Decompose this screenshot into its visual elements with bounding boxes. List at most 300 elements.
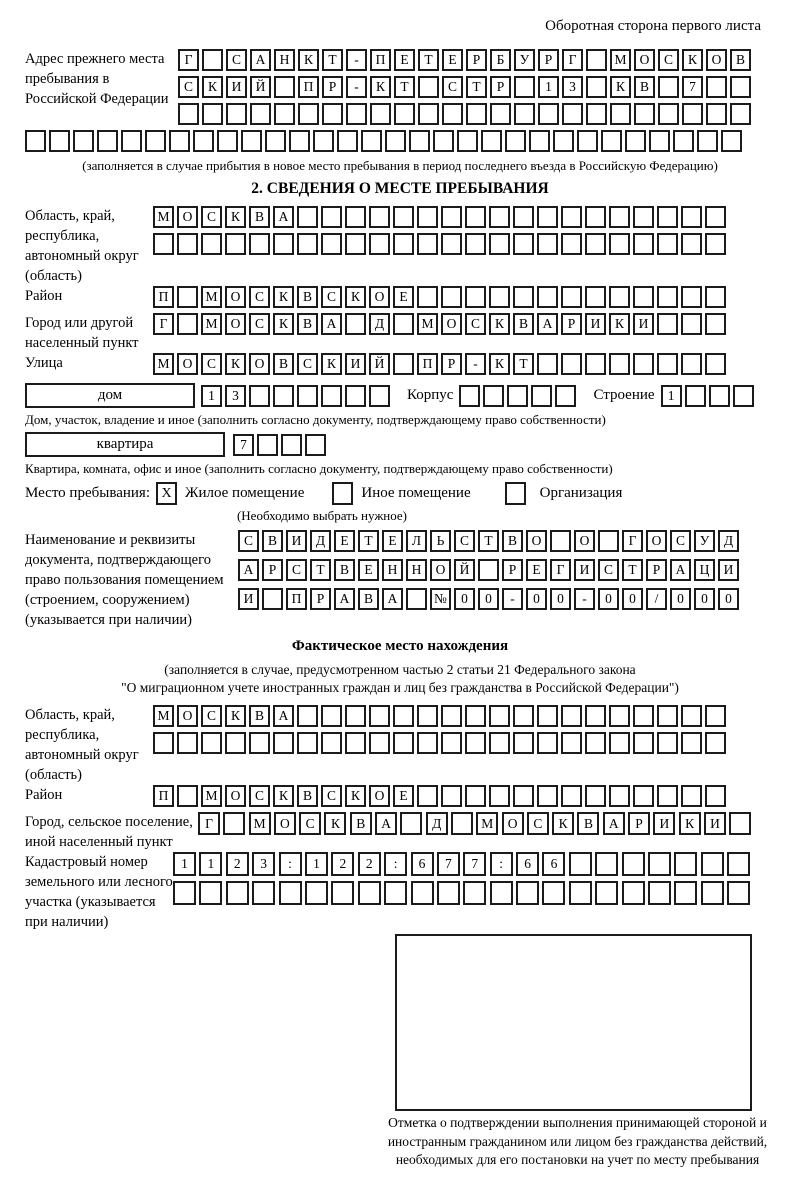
char-cell[interactable]: : (490, 852, 513, 876)
char-cell[interactable] (609, 353, 630, 375)
char-cell[interactable] (345, 233, 366, 255)
char-cell[interactable]: А (321, 313, 342, 335)
char-cell[interactable] (437, 881, 460, 905)
char-cell[interactable]: П (298, 76, 319, 98)
char-cell[interactable]: Р (502, 559, 523, 581)
char-cell[interactable]: Т (310, 559, 331, 581)
char-cell[interactable]: Т (322, 49, 343, 71)
char-cell[interactable]: 2 (331, 852, 354, 876)
char-cell[interactable] (513, 286, 534, 308)
char-cell[interactable] (274, 76, 295, 98)
char-cell[interactable] (705, 206, 726, 228)
char-cell[interactable]: В (358, 588, 379, 610)
char-cell[interactable]: К (609, 313, 630, 335)
char-cell[interactable]: : (384, 852, 407, 876)
char-cell[interactable] (697, 130, 718, 152)
char-cell[interactable]: А (273, 705, 294, 727)
char-cell[interactable]: О (225, 286, 246, 308)
char-cell[interactable] (490, 103, 511, 125)
char-cell[interactable] (241, 130, 262, 152)
char-cell[interactable] (609, 206, 630, 228)
char-cell[interactable] (337, 130, 358, 152)
char-cell[interactable]: Т (478, 530, 499, 552)
char-cell[interactable]: Е (393, 785, 414, 807)
char-cell[interactable] (705, 732, 726, 754)
char-cell[interactable]: Р (628, 812, 650, 835)
char-cell[interactable] (252, 881, 275, 905)
char-cell[interactable] (561, 353, 582, 375)
char-cell[interactable]: Н (406, 559, 427, 581)
char-cell[interactable] (417, 732, 438, 754)
char-cell[interactable] (369, 732, 390, 754)
char-cell[interactable]: А (603, 812, 625, 835)
char-cell[interactable]: Д (426, 812, 448, 835)
char-cell[interactable]: 6 (542, 852, 565, 876)
char-cell[interactable] (727, 852, 750, 876)
char-cell[interactable]: П (417, 353, 438, 375)
char-cell[interactable] (393, 206, 414, 228)
char-cell[interactable] (441, 785, 462, 807)
char-cell[interactable]: Й (454, 559, 475, 581)
char-cell[interactable] (369, 385, 390, 407)
char-cell[interactable] (609, 286, 630, 308)
char-cell[interactable]: Е (394, 49, 415, 71)
char-cell[interactable]: С (465, 313, 486, 335)
char-cell[interactable]: В (297, 313, 318, 335)
char-cell[interactable] (177, 313, 198, 335)
char-cell[interactable] (345, 206, 366, 228)
char-cell[interactable] (516, 881, 539, 905)
char-cell[interactable] (358, 881, 381, 905)
char-cell[interactable] (681, 286, 702, 308)
char-cell[interactable] (701, 881, 724, 905)
char-cell[interactable] (418, 103, 439, 125)
char-cell[interactable]: И (633, 313, 654, 335)
char-cell[interactable] (648, 881, 671, 905)
char-cell[interactable]: Е (358, 559, 379, 581)
char-cell[interactable] (729, 812, 751, 835)
char-cell[interactable] (657, 732, 678, 754)
char-cell[interactable] (441, 233, 462, 255)
char-cell[interactable]: 1 (173, 852, 196, 876)
char-cell[interactable] (730, 103, 751, 125)
char-cell[interactable]: С (527, 812, 549, 835)
char-cell[interactable] (273, 233, 294, 255)
char-cell[interactable]: М (249, 812, 271, 835)
char-cell[interactable] (305, 881, 328, 905)
char-cell[interactable] (598, 530, 619, 552)
char-cell[interactable]: 0 (622, 588, 643, 610)
char-cell[interactable]: М (417, 313, 438, 335)
char-cell[interactable] (648, 852, 671, 876)
char-cell[interactable] (202, 103, 223, 125)
char-cell[interactable]: А (537, 313, 558, 335)
char-cell[interactable] (177, 732, 198, 754)
char-cell[interactable]: Г (622, 530, 643, 552)
char-cell[interactable]: С (670, 530, 691, 552)
char-cell[interactable] (322, 103, 343, 125)
char-cell[interactable] (297, 385, 318, 407)
char-cell[interactable] (555, 385, 576, 407)
char-cell[interactable]: 0 (526, 588, 547, 610)
char-cell[interactable]: 0 (694, 588, 715, 610)
char-cell[interactable] (586, 103, 607, 125)
char-cell[interactable]: В (634, 76, 655, 98)
char-cell[interactable] (441, 705, 462, 727)
char-cell[interactable]: Г (198, 812, 220, 835)
char-cell[interactable] (529, 130, 550, 152)
char-cell[interactable] (705, 705, 726, 727)
char-cell[interactable] (273, 385, 294, 407)
char-cell[interactable] (633, 206, 654, 228)
char-cell[interactable]: К (679, 812, 701, 835)
char-cell[interactable] (507, 385, 528, 407)
char-cell[interactable]: 0 (454, 588, 475, 610)
char-cell[interactable]: К (225, 353, 246, 375)
char-cell[interactable]: - (574, 588, 595, 610)
char-cell[interactable]: Й (250, 76, 271, 98)
char-cell[interactable] (537, 206, 558, 228)
char-cell[interactable] (384, 881, 407, 905)
char-cell[interactable]: Е (393, 286, 414, 308)
char-cell[interactable]: Г (178, 49, 199, 71)
char-cell[interactable] (685, 385, 706, 407)
char-cell[interactable]: И (345, 353, 366, 375)
char-cell[interactable] (674, 852, 697, 876)
char-cell[interactable] (681, 353, 702, 375)
char-cell[interactable]: С (201, 206, 222, 228)
char-cell[interactable] (657, 206, 678, 228)
char-cell[interactable] (681, 705, 702, 727)
char-cell[interactable] (513, 785, 534, 807)
char-cell[interactable]: 0 (598, 588, 619, 610)
char-cell[interactable] (531, 385, 552, 407)
char-cell[interactable] (297, 233, 318, 255)
char-cell[interactable] (674, 881, 697, 905)
char-cell[interactable]: А (273, 206, 294, 228)
char-cell[interactable] (550, 530, 571, 552)
char-cell[interactable]: К (225, 206, 246, 228)
char-cell[interactable] (442, 103, 463, 125)
char-cell[interactable]: К (552, 812, 574, 835)
char-cell[interactable]: П (153, 785, 174, 807)
char-cell[interactable] (345, 313, 366, 335)
char-cell[interactable] (681, 206, 702, 228)
char-cell[interactable]: В (297, 785, 318, 807)
char-cell[interactable]: К (202, 76, 223, 98)
char-cell[interactable] (489, 785, 510, 807)
char-cell[interactable] (345, 732, 366, 754)
char-cell[interactable] (393, 353, 414, 375)
char-cell[interactable] (25, 130, 46, 152)
char-cell[interactable]: А (670, 559, 691, 581)
char-cell[interactable]: О (526, 530, 547, 552)
char-cell[interactable]: 0 (478, 588, 499, 610)
char-cell[interactable] (465, 732, 486, 754)
char-cell[interactable]: А (250, 49, 271, 71)
char-cell[interactable]: - (346, 49, 367, 71)
char-cell[interactable]: О (274, 812, 296, 835)
char-cell[interactable] (173, 881, 196, 905)
char-cell[interactable]: С (286, 559, 307, 581)
char-cell[interactable]: А (334, 588, 355, 610)
char-cell[interactable] (369, 705, 390, 727)
char-cell[interactable]: Й (369, 353, 390, 375)
char-cell[interactable] (561, 705, 582, 727)
char-cell[interactable] (609, 705, 630, 727)
char-cell[interactable]: О (646, 530, 667, 552)
char-cell[interactable] (478, 559, 499, 581)
char-cell[interactable] (331, 881, 354, 905)
char-cell[interactable]: Ц (694, 559, 715, 581)
char-cell[interactable]: С (226, 49, 247, 71)
char-cell[interactable] (633, 286, 654, 308)
char-cell[interactable]: Р (490, 76, 511, 98)
char-cell[interactable] (249, 233, 270, 255)
char-cell[interactable]: Н (274, 49, 295, 71)
char-cell[interactable] (177, 286, 198, 308)
char-cell[interactable] (249, 732, 270, 754)
char-cell[interactable] (657, 705, 678, 727)
char-cell[interactable] (562, 103, 583, 125)
char-cell[interactable]: К (610, 76, 631, 98)
char-cell[interactable] (489, 206, 510, 228)
char-cell[interactable]: 7 (682, 76, 703, 98)
char-cell[interactable] (394, 103, 415, 125)
char-cell[interactable]: 2 (226, 852, 249, 876)
char-cell[interactable]: В (334, 559, 355, 581)
char-cell[interactable]: О (177, 705, 198, 727)
char-cell[interactable] (400, 812, 422, 835)
char-cell[interactable]: У (514, 49, 535, 71)
char-cell[interactable] (681, 785, 702, 807)
char-cell[interactable] (265, 130, 286, 152)
char-cell[interactable] (451, 812, 473, 835)
char-cell[interactable]: В (297, 286, 318, 308)
char-cell[interactable] (673, 130, 694, 152)
char-cell[interactable] (577, 130, 598, 152)
char-cell[interactable] (585, 233, 606, 255)
char-cell[interactable] (465, 206, 486, 228)
char-cell[interactable] (418, 76, 439, 98)
char-cell[interactable]: Т (622, 559, 643, 581)
char-cell[interactable] (706, 103, 727, 125)
char-cell[interactable]: И (585, 313, 606, 335)
char-cell[interactable]: В (249, 705, 270, 727)
char-cell[interactable] (121, 130, 142, 152)
char-cell[interactable] (225, 233, 246, 255)
char-cell[interactable] (201, 233, 222, 255)
char-cell[interactable]: Т (418, 49, 439, 71)
char-cell[interactable] (537, 705, 558, 727)
char-cell[interactable] (633, 705, 654, 727)
char-cell[interactable] (297, 705, 318, 727)
char-cell[interactable]: К (273, 286, 294, 308)
char-cell[interactable]: 7 (437, 852, 460, 876)
char-cell[interactable]: 1 (305, 852, 328, 876)
char-cell[interactable] (682, 103, 703, 125)
char-cell[interactable]: Г (153, 313, 174, 335)
char-cell[interactable]: О (706, 49, 727, 71)
char-cell[interactable] (542, 881, 565, 905)
char-cell[interactable] (586, 49, 607, 71)
char-cell[interactable]: К (489, 353, 510, 375)
char-cell[interactable]: В (273, 353, 294, 375)
char-cell[interactable]: Р (561, 313, 582, 335)
char-cell[interactable] (705, 353, 726, 375)
char-cell[interactable]: Т (394, 76, 415, 98)
char-cell[interactable]: Е (442, 49, 463, 71)
char-cell[interactable]: С (201, 353, 222, 375)
char-cell[interactable] (321, 385, 342, 407)
char-cell[interactable] (153, 732, 174, 754)
char-cell[interactable] (622, 852, 645, 876)
char-cell[interactable] (553, 130, 574, 152)
char-cell[interactable] (537, 732, 558, 754)
char-cell[interactable] (538, 103, 559, 125)
char-cell[interactable] (417, 785, 438, 807)
char-cell[interactable]: С (249, 286, 270, 308)
char-cell[interactable] (513, 233, 534, 255)
char-cell[interactable] (73, 130, 94, 152)
char-cell[interactable] (321, 732, 342, 754)
char-cell[interactable] (463, 881, 486, 905)
char-cell[interactable]: О (502, 812, 524, 835)
char-cell[interactable]: О (225, 313, 246, 335)
char-cell[interactable]: О (441, 313, 462, 335)
char-cell[interactable] (193, 130, 214, 152)
char-cell[interactable] (409, 130, 430, 152)
char-cell[interactable]: О (177, 206, 198, 228)
char-cell[interactable]: А (382, 588, 403, 610)
char-cell[interactable]: К (273, 785, 294, 807)
char-cell[interactable]: № (430, 588, 451, 610)
char-cell[interactable]: С (598, 559, 619, 581)
char-cell[interactable]: И (718, 559, 739, 581)
char-cell[interactable]: Д (310, 530, 331, 552)
char-cell[interactable]: О (430, 559, 451, 581)
char-cell[interactable]: В (513, 313, 534, 335)
char-cell[interactable] (585, 353, 606, 375)
char-cell[interactable] (417, 286, 438, 308)
char-cell[interactable]: Р (441, 353, 462, 375)
checkbox-residential[interactable]: X (156, 482, 177, 505)
char-cell[interactable] (609, 732, 630, 754)
char-cell[interactable]: К (324, 812, 346, 835)
char-cell[interactable] (466, 103, 487, 125)
char-cell[interactable]: В (262, 530, 283, 552)
char-cell[interactable] (569, 881, 592, 905)
char-cell[interactable] (313, 130, 334, 152)
char-cell[interactable] (634, 103, 655, 125)
char-cell[interactable] (178, 103, 199, 125)
char-cell[interactable]: В (249, 206, 270, 228)
char-cell[interactable]: С (658, 49, 679, 71)
char-cell[interactable]: Р (646, 559, 667, 581)
char-cell[interactable] (657, 286, 678, 308)
char-cell[interactable] (406, 588, 427, 610)
char-cell[interactable]: К (370, 76, 391, 98)
char-cell[interactable]: П (286, 588, 307, 610)
char-cell[interactable] (369, 233, 390, 255)
char-cell[interactable]: 1 (201, 385, 222, 407)
char-cell[interactable]: 1 (538, 76, 559, 98)
char-cell[interactable]: 2 (358, 852, 381, 876)
char-cell[interactable] (369, 206, 390, 228)
char-cell[interactable]: И (653, 812, 675, 835)
char-cell[interactable] (279, 881, 302, 905)
char-cell[interactable] (489, 233, 510, 255)
char-cell[interactable]: О (225, 785, 246, 807)
char-cell[interactable] (633, 785, 654, 807)
char-cell[interactable]: Л (406, 530, 427, 552)
char-cell[interactable] (345, 385, 366, 407)
char-cell[interactable]: Р (466, 49, 487, 71)
char-cell[interactable]: У (694, 530, 715, 552)
char-cell[interactable]: К (225, 705, 246, 727)
char-cell[interactable] (585, 286, 606, 308)
char-cell[interactable]: Р (538, 49, 559, 71)
char-cell[interactable]: Т (466, 76, 487, 98)
char-cell[interactable] (610, 103, 631, 125)
char-cell[interactable]: С (201, 705, 222, 727)
char-cell[interactable]: Д (718, 530, 739, 552)
char-cell[interactable]: В (730, 49, 751, 71)
char-cell[interactable]: С (321, 785, 342, 807)
char-cell[interactable]: О (574, 530, 595, 552)
char-cell[interactable] (321, 233, 342, 255)
char-cell[interactable]: И (226, 76, 247, 98)
char-cell[interactable]: Д (369, 313, 390, 335)
char-cell[interactable] (537, 785, 558, 807)
char-cell[interactable]: А (238, 559, 259, 581)
char-cell[interactable] (705, 286, 726, 308)
char-cell[interactable] (513, 206, 534, 228)
char-cell[interactable] (274, 103, 295, 125)
char-cell[interactable] (393, 313, 414, 335)
char-cell[interactable]: 7 (233, 434, 254, 456)
char-cell[interactable] (177, 233, 198, 255)
char-cell[interactable] (489, 732, 510, 754)
char-cell[interactable]: М (610, 49, 631, 71)
char-cell[interactable] (657, 353, 678, 375)
char-cell[interactable] (483, 385, 504, 407)
char-cell[interactable] (49, 130, 70, 152)
char-cell[interactable]: В (577, 812, 599, 835)
char-cell[interactable]: С (249, 785, 270, 807)
char-cell[interactable] (297, 206, 318, 228)
char-cell[interactable]: А (375, 812, 397, 835)
char-cell[interactable]: С (238, 530, 259, 552)
char-cell[interactable] (561, 233, 582, 255)
char-cell[interactable]: С (297, 353, 318, 375)
char-cell[interactable]: - (346, 76, 367, 98)
char-cell[interactable] (622, 881, 645, 905)
char-cell[interactable] (561, 286, 582, 308)
char-cell[interactable] (417, 206, 438, 228)
char-cell[interactable]: 1 (199, 852, 222, 876)
char-cell[interactable] (417, 233, 438, 255)
char-cell[interactable]: - (465, 353, 486, 375)
checkbox-other-premises[interactable] (332, 482, 353, 505)
char-cell[interactable] (489, 286, 510, 308)
char-cell[interactable] (601, 130, 622, 152)
char-cell[interactable] (489, 705, 510, 727)
char-cell[interactable]: М (201, 286, 222, 308)
char-cell[interactable]: 0 (718, 588, 739, 610)
char-cell[interactable]: К (489, 313, 510, 335)
char-cell[interactable]: - (502, 588, 523, 610)
